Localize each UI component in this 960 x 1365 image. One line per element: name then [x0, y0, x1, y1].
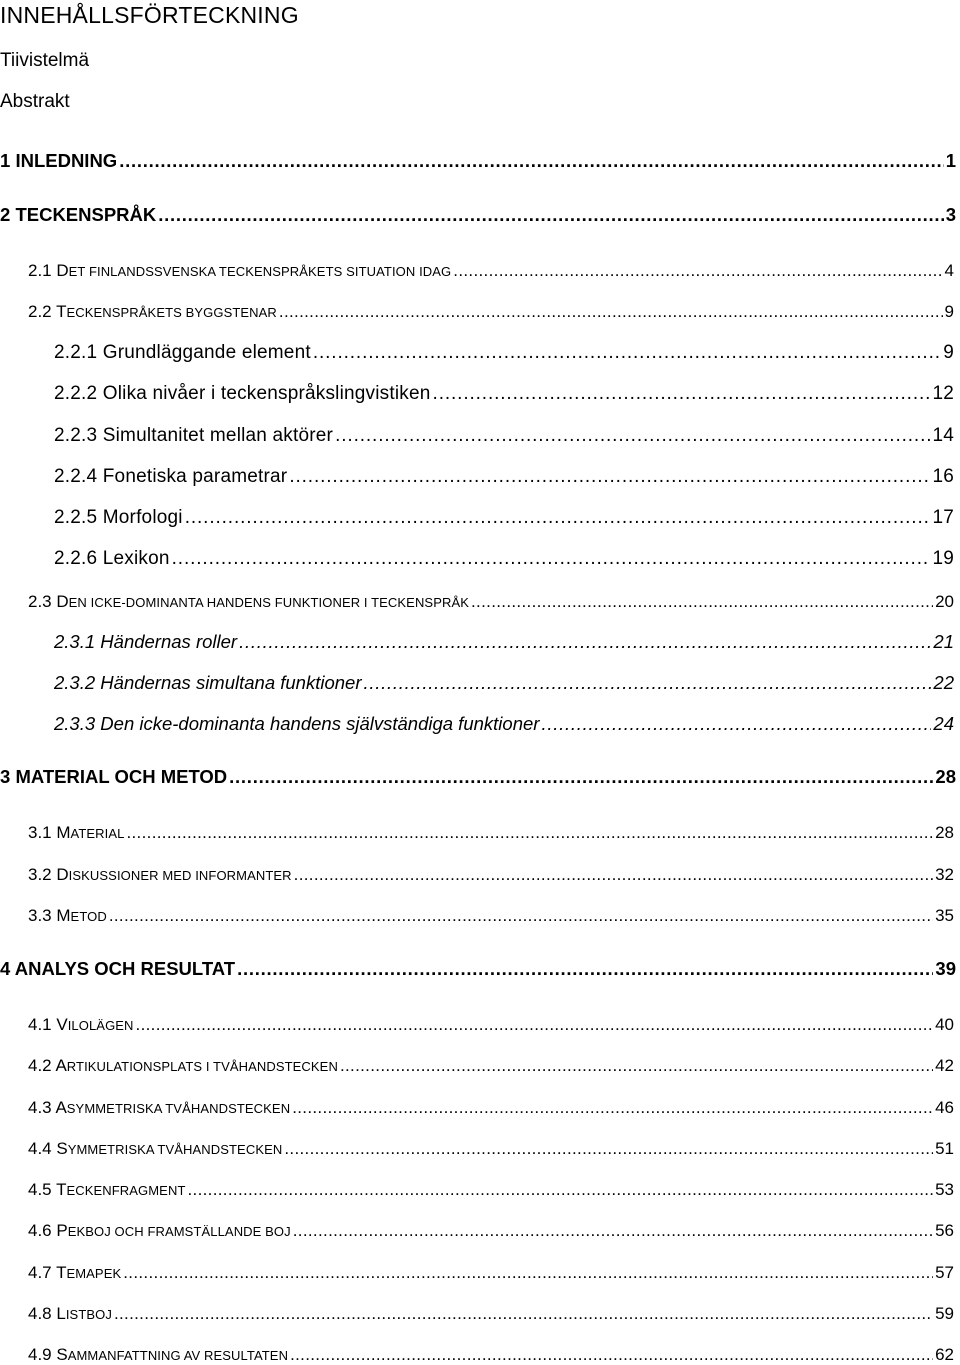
toc-entry-page: 9	[944, 302, 954, 321]
toc-entry-page: 16	[932, 466, 954, 487]
toc-entry-2-2-2[interactable]	[54, 377, 954, 405]
toc-entry-page: 62	[935, 1345, 954, 1364]
toc-entry-number: 4.2	[28, 1056, 52, 1075]
toc-leader-dots	[119, 150, 944, 172]
toc-entry-label: Lexikon	[102, 548, 170, 569]
toc-entry-page: 20	[935, 592, 954, 611]
toc-entry-page: 57	[935, 1263, 954, 1282]
toc-entry-initial: T	[56, 1180, 67, 1199]
toc-entry-label: ECKENFRAGMENT	[66, 1183, 186, 1198]
toc-entry-label: Simultanitet mellan aktörer	[102, 425, 334, 446]
toc-entry-label: ANALYS OCH RESULTAT	[14, 958, 236, 979]
toc-entry-2-2-3[interactable]	[54, 419, 954, 447]
toc-entry-4-2[interactable]	[28, 1048, 954, 1076]
toc-title: INNEHÅLLSFÖRTECKNING	[0, 2, 299, 28]
toc-leader-dots	[239, 631, 931, 653]
toc-entry-label: Händernas simultana funktioner	[100, 672, 362, 693]
toc-entry-page: 14	[932, 425, 954, 446]
toc-entry-number: 3.2	[28, 865, 52, 884]
toc-entry-2-1[interactable]	[28, 253, 954, 281]
toc-entry-2-3-2[interactable]	[54, 666, 954, 694]
toc-entry-label: ISTBOJ	[65, 1307, 112, 1322]
toc-entry-initial: A	[55, 1056, 67, 1075]
toc-leader-dots	[109, 906, 933, 926]
toc-entry-label: EMAPEK	[66, 1266, 122, 1281]
toc-entry-initial: P	[56, 1221, 68, 1240]
toc-entry-label: Händernas roller	[100, 631, 238, 652]
toc-entry-page: 59	[935, 1304, 954, 1323]
toc-leader-dots	[471, 592, 933, 612]
toc-entry-number: 1	[0, 150, 11, 171]
toc-entry-initial: D	[56, 865, 69, 884]
toc-entry-page: 56	[935, 1221, 954, 1240]
toc-leader-dots	[293, 1221, 933, 1241]
toc-entry-label: ISKUSSIONER MED INFORMANTER	[68, 868, 292, 883]
toc-entry-2-3-3[interactable]	[54, 707, 954, 735]
toc-entry-label: Olika nivåer i teckenspråkslingvistiken	[102, 383, 431, 404]
toc-entry-initial: M	[56, 906, 71, 925]
toc-leader-dots	[279, 302, 943, 322]
toc-entry-page: 28	[935, 766, 956, 787]
toc-entry-4-5[interactable]	[28, 1172, 954, 1200]
toc-entry-1[interactable]	[0, 144, 956, 172]
toc-leader-dots	[114, 1304, 933, 1324]
toc-entry-3-1[interactable]	[28, 815, 954, 843]
toc-entry-page: 32	[935, 865, 954, 884]
toc-entry-number: 4.1	[28, 1015, 52, 1034]
toc-entry-4-9[interactable]	[28, 1337, 954, 1365]
toc-entry-number: 3.3	[28, 906, 52, 925]
toc-leader-dots	[172, 548, 931, 570]
toc-entry-page: 3	[945, 204, 956, 225]
toc-leader-dots	[237, 958, 933, 980]
toc-entry-4-6[interactable]	[28, 1213, 954, 1241]
toc-leader-dots	[313, 342, 941, 364]
toc-leader-dots	[185, 507, 931, 529]
toc-entry-2[interactable]	[0, 198, 956, 226]
toc-entry-initial: L	[56, 1304, 66, 1323]
toc-leader-dots	[290, 1345, 933, 1365]
toc-entry-number: 2.2.1	[54, 342, 98, 363]
toc-entry-label: Fonetiska parametrar	[102, 466, 288, 487]
toc-leader-dots	[292, 1098, 933, 1118]
toc-entry-label: AMMANFATTNING AV RESULTATEN	[67, 1348, 289, 1363]
toc-entry-number: 2.2	[28, 302, 52, 321]
toc-entry-label: RTIKULATIONSPLATS I TVÅHANDSTECKEN	[66, 1059, 338, 1074]
toc-entry-initial: D	[56, 261, 69, 280]
toc-entry-page: 9	[943, 342, 954, 363]
toc-entry-3-3[interactable]	[28, 898, 954, 926]
toc-entry-number: 2.2.3	[54, 425, 98, 446]
toc-entry-number: 4.5	[28, 1180, 52, 1199]
toc-entry-page: 51	[935, 1139, 954, 1158]
toc-entry-label: ECKENSPRÅKETS BYGGSTENAR	[66, 305, 277, 320]
toc-entry-initial: A	[55, 1098, 67, 1117]
toc-entry-number: 2.3.3	[54, 713, 96, 734]
toc-entry-number: 2.3	[28, 592, 52, 611]
toc-leader-dots	[433, 383, 931, 405]
toc-entry-4-1[interactable]	[28, 1007, 954, 1035]
toc-entry-2-2-5[interactable]	[54, 501, 954, 529]
toc-entry-page: 22	[933, 672, 954, 693]
toc-entry-number: 2.2.6	[54, 548, 98, 569]
toc-entry-label: EN ICKE-DOMINANTA HANDENS FUNKTIONER I TECKENSPRÅK	[68, 595, 470, 610]
toc-entry-page: 1	[945, 150, 956, 171]
toc-entry-number: 4.4	[28, 1139, 52, 1158]
toc-entry-page: 12	[932, 383, 954, 404]
toc-entry-2-2-6[interactable]	[54, 542, 954, 570]
toc-entry-number: 2.2.5	[54, 507, 98, 528]
toc-entry-3[interactable]	[0, 760, 956, 788]
toc-entry-initial: T	[56, 302, 67, 321]
toc-entry-4-3[interactable]	[28, 1090, 954, 1118]
toc-entry-page: 4	[944, 261, 954, 280]
toc-entry-page: 28	[935, 823, 954, 842]
toc-entry-number: 4.6	[28, 1221, 52, 1240]
toc-leader-dots	[136, 1015, 934, 1035]
toc-entry-number: 4	[0, 958, 11, 979]
toc-leader-dots	[453, 261, 942, 281]
toc-leader-dots	[294, 865, 933, 885]
toc-entry-label: Den icke-dominanta handens självständiga funktioner	[100, 713, 540, 734]
toc-entry-number: 3.1	[28, 823, 52, 842]
toc-entry-label: INLEDNING	[15, 150, 118, 171]
toc-entry-page: 53	[935, 1180, 954, 1199]
toc-leader-dots	[158, 204, 943, 226]
toc-entry-initial: T	[56, 1263, 67, 1282]
toc-entry-label: YMMETRISKA TVÅHANDSTECKEN	[67, 1142, 283, 1157]
toc-entry-page: 40	[935, 1015, 954, 1034]
toc-entry-number: 4.9	[28, 1345, 52, 1364]
toc-entry-number: 2.2.4	[54, 466, 98, 487]
toc-entry-2-2-1[interactable]	[54, 336, 954, 364]
toc-entry-page: 42	[935, 1056, 954, 1075]
toc-entry-4-8[interactable]	[28, 1296, 954, 1324]
toc-leader-dots	[123, 1263, 933, 1283]
toc-entry-label: ET FINLANDSSVENSKA TECKENSPRÅKETS SITUATION IDAG	[68, 264, 452, 279]
toc-leader-dots	[364, 672, 932, 694]
toc-entry-4-7[interactable]	[28, 1255, 954, 1283]
toc-entry-initial: V	[56, 1015, 68, 1034]
toc-entry-label: ILOLÄGEN	[67, 1018, 134, 1033]
toc-entry-page: 35	[935, 906, 954, 925]
toc-leader-dots	[187, 1180, 933, 1200]
toc-entry-number: 4.3	[28, 1098, 52, 1117]
toc-leader-dots	[340, 1056, 933, 1076]
toc-entry-initial: S	[56, 1345, 68, 1364]
toc-entry-number: 3	[0, 766, 11, 787]
toc-entry-2-3[interactable]	[28, 584, 954, 612]
toc-leader-dots	[229, 766, 933, 788]
toc-entry-page: 17	[932, 507, 954, 528]
front-matter-abstrakt: Abstrakt	[0, 91, 70, 112]
toc-entry-number: 2.2.2	[54, 383, 98, 404]
toc-entry-3-2[interactable]	[28, 857, 954, 885]
toc-entry-label: MATERIAL OCH METOD	[15, 766, 228, 787]
toc-leader-dots	[335, 425, 930, 447]
toc-entry-initial: S	[56, 1139, 68, 1158]
toc-entry-4[interactable]	[0, 952, 956, 980]
toc-entry-label: TECKENSPRÅK	[15, 204, 157, 225]
toc-entry-page: 21	[933, 631, 954, 652]
toc-entry-number: 4.7	[28, 1263, 52, 1282]
toc-entry-page: 24	[933, 713, 954, 734]
toc-entry-page: 39	[935, 958, 956, 979]
toc-entry-2-2[interactable]	[28, 294, 954, 322]
toc-entry-label: ATERIAL	[70, 826, 125, 841]
toc-entry-label: SYMMETRISKA TVÅHANDSTECKEN	[66, 1101, 291, 1116]
toc-entry-initial: M	[56, 823, 71, 842]
toc-entry-label: ETOD	[70, 909, 107, 924]
toc-entry-label: Morfologi	[102, 507, 183, 528]
toc-entry-number: 4.8	[28, 1304, 52, 1323]
toc-entry-label: Grundläggande element	[102, 342, 311, 363]
toc-entry-2-3-1[interactable]	[54, 625, 954, 653]
toc-entry-number: 2	[0, 204, 11, 225]
toc-entry-number: 2.3.2	[54, 672, 96, 693]
toc-leader-dots	[541, 713, 931, 735]
toc-entry-4-4[interactable]	[28, 1131, 954, 1159]
toc-leader-dots	[126, 823, 933, 843]
toc-leader-dots	[284, 1139, 933, 1159]
toc-leader-dots	[289, 466, 930, 488]
toc-entry-2-2-4[interactable]	[54, 460, 954, 488]
toc-entry-page: 19	[932, 548, 954, 569]
toc-entry-number: 2.3.1	[54, 631, 96, 652]
toc-entry-number: 2.1	[28, 261, 52, 280]
toc-entry-initial: D	[56, 592, 69, 611]
toc-entry-label: EKBOJ OCH FRAMSTÄLLANDE BOJ	[67, 1224, 291, 1239]
toc-entry-page: 46	[935, 1098, 954, 1117]
front-matter-tiivistelma: Tiivistelmä	[0, 50, 90, 71]
